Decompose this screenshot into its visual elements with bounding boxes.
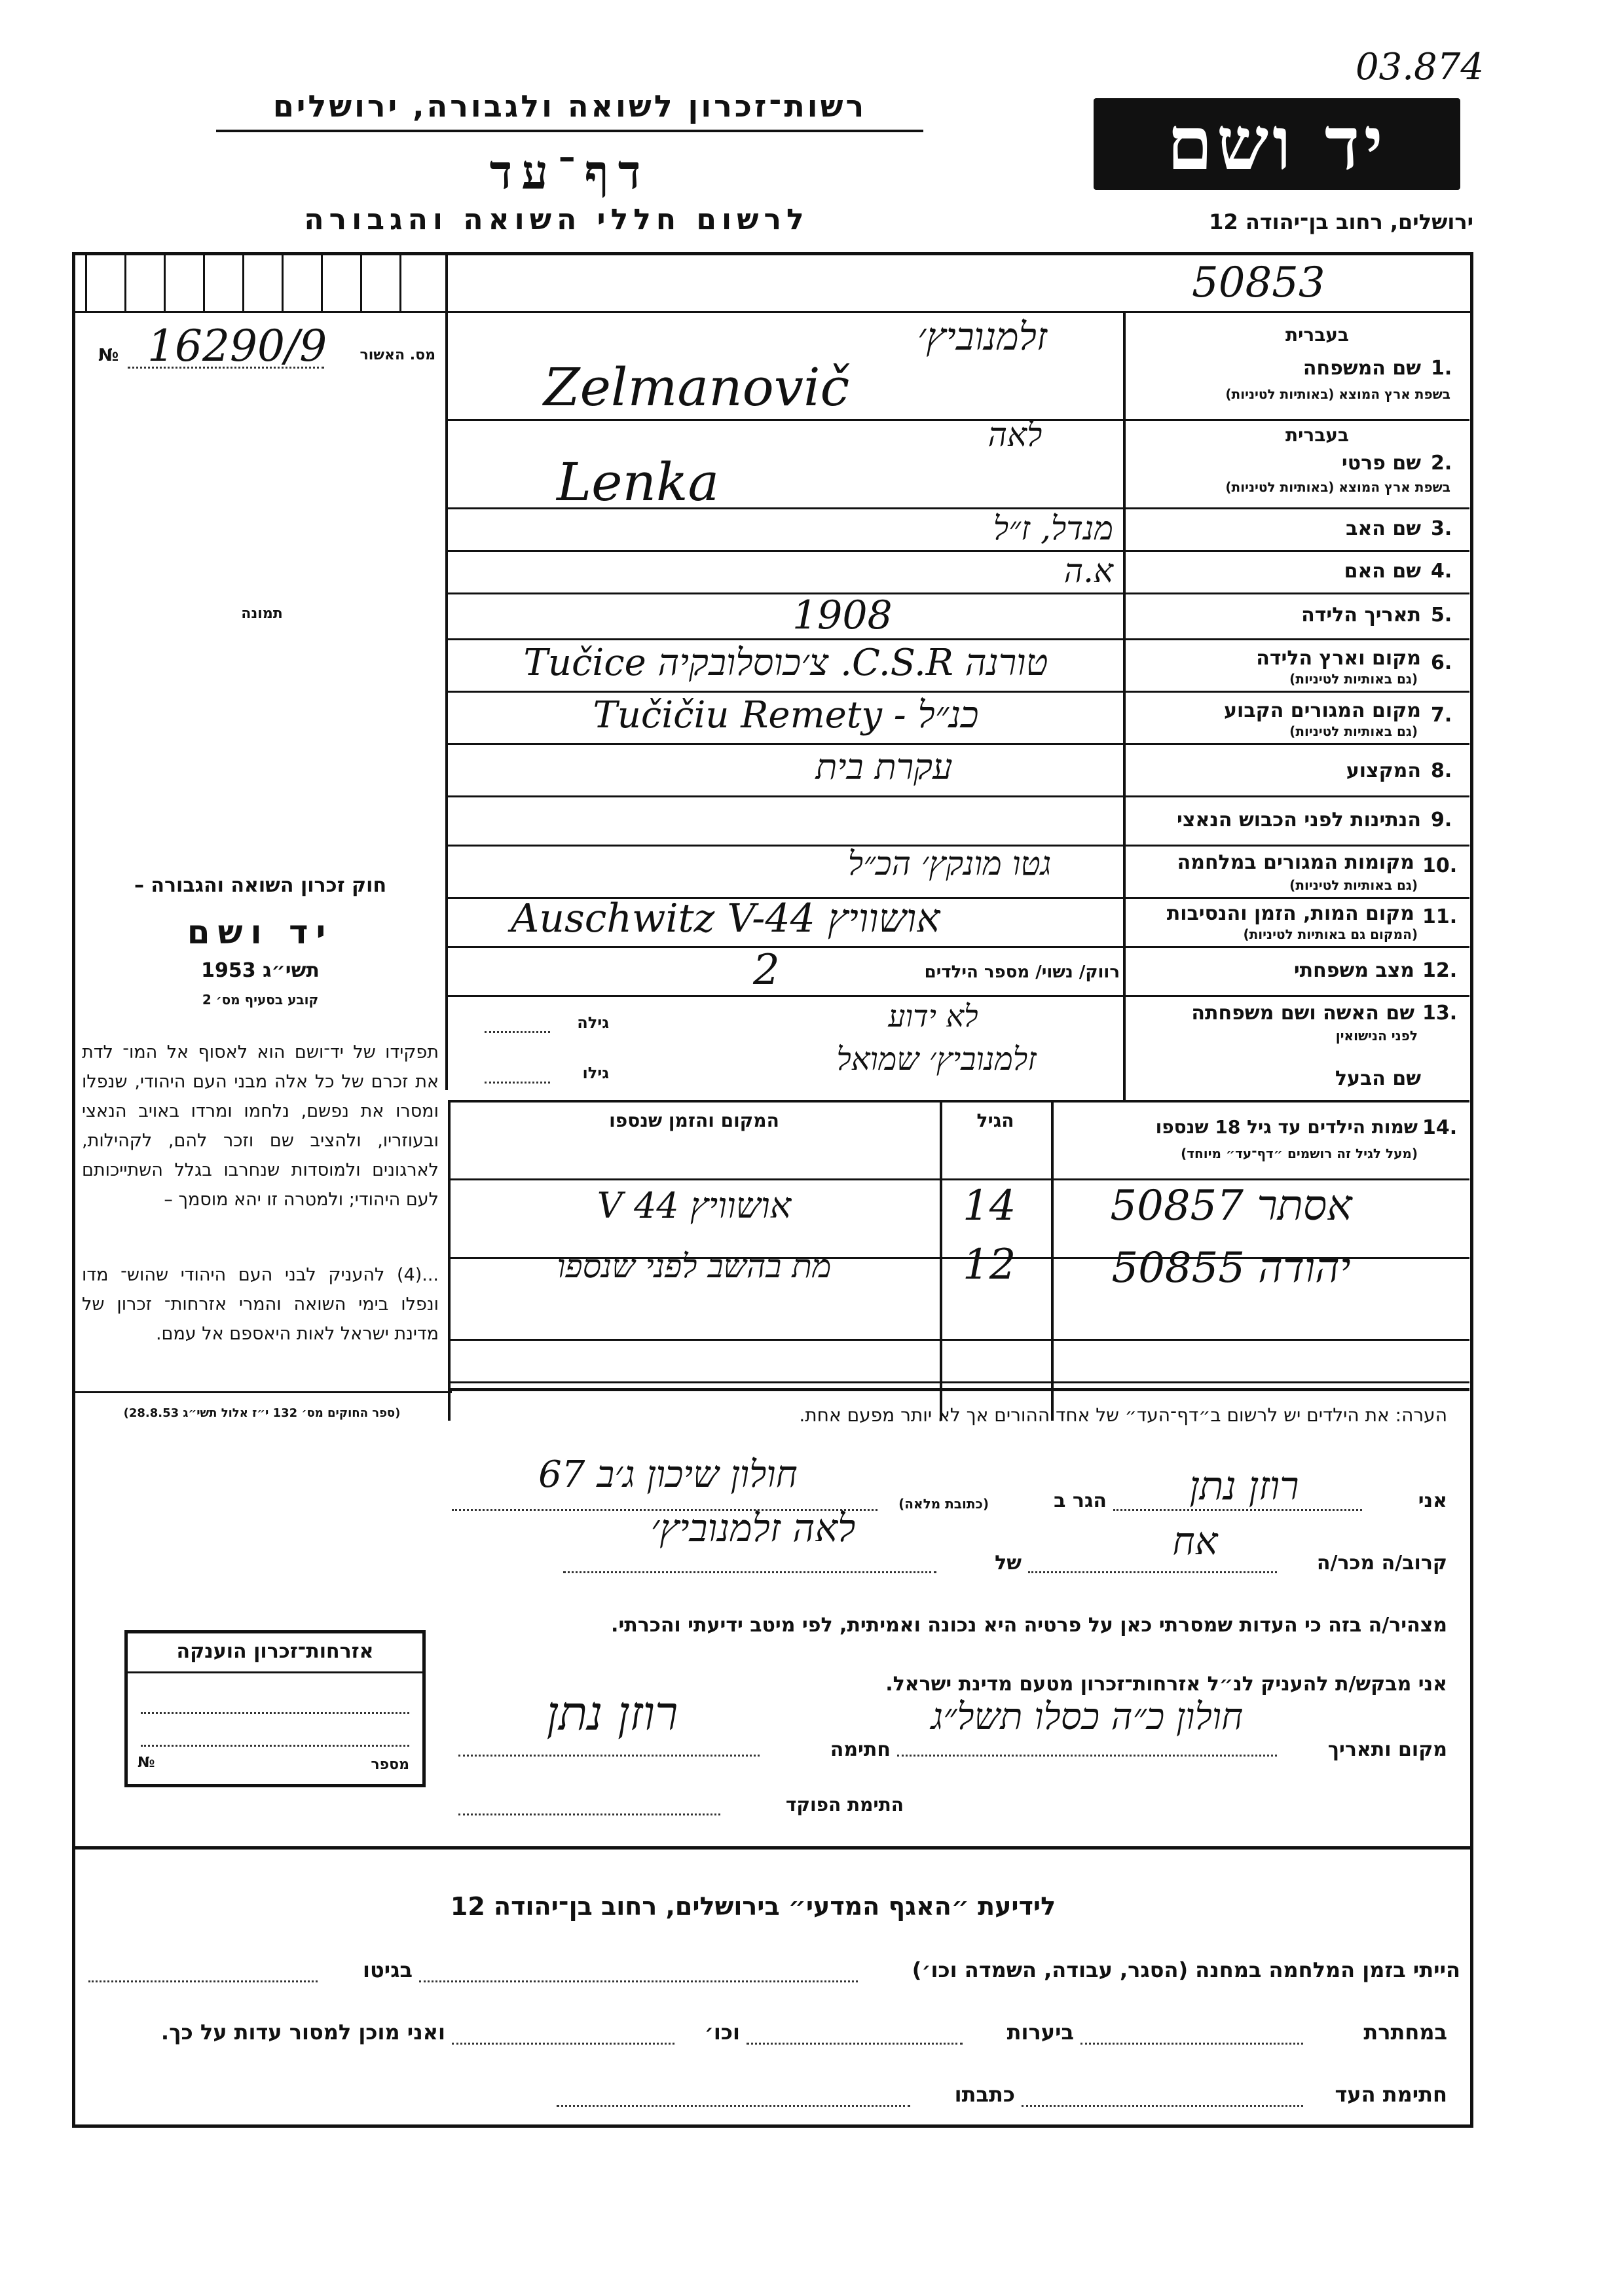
field-2-label: שם פרטי xyxy=(1341,452,1421,475)
archive-number: 03.874 xyxy=(1356,46,1484,88)
witness-address: חולון שיכון ג׳ב 67 xyxy=(538,1453,798,1496)
law-clause: קובע בסעיף מס׳ 2 xyxy=(202,992,319,1008)
footer-line3-a: חתימת העד xyxy=(1335,2082,1447,2107)
children-names-header: שמות הילדים עד גיל 18 שנספו xyxy=(1155,1116,1418,1138)
footer-line1-end: בגיטו xyxy=(363,1958,413,1982)
field-1-label: שם המשפחה xyxy=(1302,357,1421,380)
field-1-num: 1. xyxy=(1431,357,1452,380)
yad-vashem-logo xyxy=(1094,98,1460,190)
law-source: (ספר החוקים מס׳ 132 י״ז אלול תשי״ג 28.8.53) xyxy=(123,1406,401,1420)
field-11-label: מקום המות, הזמן והנסיבות xyxy=(1166,902,1414,925)
form-title: דף־עד xyxy=(489,144,650,200)
field-7-value: כנ״ל - Tučičiu Remety xyxy=(593,694,979,737)
field-10-sub: (גם באותיות לטיניות) xyxy=(1289,877,1418,893)
child-2-name: יהודה 50855 xyxy=(1111,1244,1351,1292)
husband-label: שם הבעל xyxy=(1335,1067,1421,1090)
approval-no-symbol: № xyxy=(98,346,119,365)
law-name: יד ושם xyxy=(187,913,334,951)
photo-label: תמונה xyxy=(241,606,283,622)
note: הערה: את הילדים יש לרשום ב״דף־העד״ של אחד ההורים אך לא יותר מפעם אחת. xyxy=(799,1404,1447,1426)
witness-of-label: של xyxy=(995,1552,1022,1575)
children-names-sub: (מעל לגיל זה רושמים ״דף־עד״ מיוחד) xyxy=(1181,1146,1418,1161)
witness-address-hint: (כתובת מלאה) xyxy=(898,1496,989,1512)
place-date-label: מקום ותאריך xyxy=(1327,1738,1447,1761)
field-6-sub: (גם באותיות לטיניות) xyxy=(1289,671,1418,687)
children-place-header: המקום והזמן שנספו xyxy=(609,1110,779,1131)
field-6-label: מקום וארץ הלידה xyxy=(1256,647,1421,670)
field-13-wife-age-label: גילה xyxy=(577,1013,609,1032)
witness-residing-label: הגר ב xyxy=(1054,1489,1107,1512)
field-13-num: 13. xyxy=(1422,1002,1458,1025)
footer-title: לידיעת ״האגף המדעי״ בירושלים, רחוב בן־יהודה 12 xyxy=(450,1892,1056,1921)
field-5-label: תאריך הלידה xyxy=(1301,604,1421,627)
children-num: 14. xyxy=(1422,1116,1458,1139)
footer-line2-b: ביערות xyxy=(1006,2020,1074,2045)
field-6-value: טורנה C.S.R. צ׳כוסלובקיה Tučice xyxy=(523,642,1048,684)
witness-relation: אח xyxy=(1172,1519,1218,1563)
field-11-num: 11. xyxy=(1422,905,1458,928)
field-9-label: הנתינות לפני הכבוש הנאצי xyxy=(1177,809,1421,831)
field-7-label: מקום המגורים הקבוע xyxy=(1224,699,1421,722)
field-3-label: שם האב xyxy=(1346,517,1421,540)
field-8-label: המקצוע xyxy=(1346,759,1421,782)
field-1-heb-tag: בעברית xyxy=(1285,324,1349,346)
husband-value: זלמנוביץ׳ שמואל xyxy=(836,1041,1037,1078)
field-11-value: Auschwitz V-44 אושוויץ xyxy=(511,896,940,941)
field-1-sub: בשפת ארץ המוצא (באותיות לטיניות) xyxy=(1225,386,1450,402)
signature-label: חתימה xyxy=(830,1738,891,1761)
field-7-num: 7. xyxy=(1431,704,1452,727)
field-1-latin-value: Zelmanovič xyxy=(544,357,850,418)
law-year: תשי״ג 1953 xyxy=(201,959,320,982)
footer-line3-b: כתבתו xyxy=(954,2082,1015,2107)
witness-name: רוזן נתן xyxy=(1189,1463,1299,1509)
certificate-number-symbol: № xyxy=(138,1755,155,1771)
law-text-2: ...(4) להעניק לבני העם היהודי שהוש־ מדו ונפלו בימי השואה והמרי אזרחות־ זכרון של מדינת ישראל לאות היאספם אל עמם. xyxy=(82,1265,439,1344)
children-age-header: הגיל xyxy=(976,1110,1014,1131)
field-4-value: א.ה xyxy=(1063,552,1113,590)
field-13-value: לא ידוע xyxy=(888,998,978,1034)
field-13-label: שם האשה ושם משפחתה xyxy=(1191,1002,1414,1025)
field-13-sub: לפני הנישואין xyxy=(1335,1028,1418,1044)
certificate-box xyxy=(124,1630,426,1787)
witness-request: אני מבקש/ת להעניק לנ״ל אזרחות־זכרון מטעם מדינת ישראל. xyxy=(885,1673,1447,1696)
field-12-status: רווק/ נשוי/ מספר הילדים xyxy=(924,962,1120,982)
field-12-num: 12. xyxy=(1422,959,1458,982)
field-4-num: 4. xyxy=(1431,560,1452,583)
field-5-value: 1908 xyxy=(792,592,893,638)
law-title: חוק זכרון השואה והגבורה – xyxy=(134,874,387,897)
form-subtitle: לרשום חללי השואה והגבורה xyxy=(304,203,809,236)
field-10-value: גטו מונקץ׳ הכ״ל xyxy=(847,845,1052,883)
field-8-value: עקרת בית xyxy=(815,746,953,788)
signature-value: רוזן נתן xyxy=(546,1686,678,1741)
logo-text: יד ושם xyxy=(1166,101,1388,187)
field-10-label: מקומות המגורים במלחמה xyxy=(1177,851,1414,874)
field-2-sub: בשפת ארץ המוצא (באותיות לטיניות) xyxy=(1225,479,1450,495)
approval-no-label: מס. האשור xyxy=(360,347,435,363)
field-1-heb-value: זלמנוביץ׳ xyxy=(917,314,1048,359)
husband-age-label: גילו xyxy=(582,1064,609,1082)
child-1-age: 14 xyxy=(963,1182,1016,1230)
footer-line2-c: וכו׳ xyxy=(704,2020,740,2045)
field-7-sub: (גם באותיות לטיניות) xyxy=(1289,723,1418,739)
field-4-label: שם האם xyxy=(1344,560,1421,583)
field-2-num: 2. xyxy=(1431,452,1452,475)
field-12-label: מצב משפחתי xyxy=(1293,959,1414,982)
field-3-value: מנדל, ז״ל xyxy=(993,509,1113,547)
law-text: תפקידו של יד־ושם הוא לאסוף אל המו־ לדת את זכרם של כל אלה מבני העם היהודי, שנפלו ומסרו את נפשם, נלחמו ומרדו באויב הנאצי ובעוזריו, ולהציב שם וזכר להם, לקהילות, לארגונים ולמוסדות שנחרבו בגלל השתייכותם לעם היהודי; ולמטרה זו יהא מוסמך – xyxy=(82,1042,439,1210)
certificate-number-label: מספר xyxy=(371,1757,409,1773)
child-2-age: 12 xyxy=(963,1241,1016,1289)
field-2-latin-value: Lenka xyxy=(557,452,720,513)
field-11-sub: (המקום גם באותיות לטיניות) xyxy=(1243,926,1418,942)
footer-line2-d: ואני מוכן למסור עדות על כך. xyxy=(160,2020,445,2045)
field-10-num: 10. xyxy=(1422,854,1458,877)
field-5-num: 5. xyxy=(1431,604,1452,627)
address: ירושלים, רחוב בן־יהודה 12 xyxy=(1209,210,1473,234)
authority-name: רשות־זכרון לשואה ולגבורה, ירושלים xyxy=(272,88,867,124)
witness-of-value: לאה זלמנוביץ׳ xyxy=(650,1506,856,1550)
approval-no-value: 16290/9 xyxy=(147,321,327,371)
field-9-num: 9. xyxy=(1431,809,1452,831)
witness-declaration: מצהיר/ה בזה כי העדות שמסרתי כאן על פרטיה היא נכונה ואמיתית, לפי מיטב ידיעתי והכרתי. xyxy=(611,1614,1447,1637)
field-8-num: 8. xyxy=(1431,759,1452,782)
field-6-num: 6. xyxy=(1431,651,1452,674)
certificate-title: אזרחות־זכרון הוענקה xyxy=(176,1640,374,1663)
footer-line2-a: במחתרת xyxy=(1363,2020,1447,2045)
footer-line1-start: הייתי בזמן המלחמה במחנה (הסגר, עבודה, השמדה וכו׳) xyxy=(912,1958,1460,1982)
witness-relative-label: קרוב/ה מכר/ה xyxy=(1316,1552,1447,1575)
child-2-place: מת בהשב לפני שנספו xyxy=(557,1247,832,1285)
field-2-heb-tag: בעברית xyxy=(1285,424,1349,446)
child-1-place: אושוויץ V 44 xyxy=(597,1185,792,1226)
officer-signature-label: התימת הפוקד xyxy=(785,1794,904,1815)
child-1-name: אסתר 50857 xyxy=(1110,1182,1352,1230)
field-3-num: 3. xyxy=(1431,517,1452,540)
record-number: 50853 xyxy=(1192,259,1325,307)
field-12-children-count: 2 xyxy=(753,946,780,994)
place-date-value: חולון כ״ה כסלו תשל״ג xyxy=(931,1696,1244,1738)
witness-i-label: אני xyxy=(1418,1489,1447,1512)
field-2-heb-value: לאה xyxy=(987,416,1043,454)
